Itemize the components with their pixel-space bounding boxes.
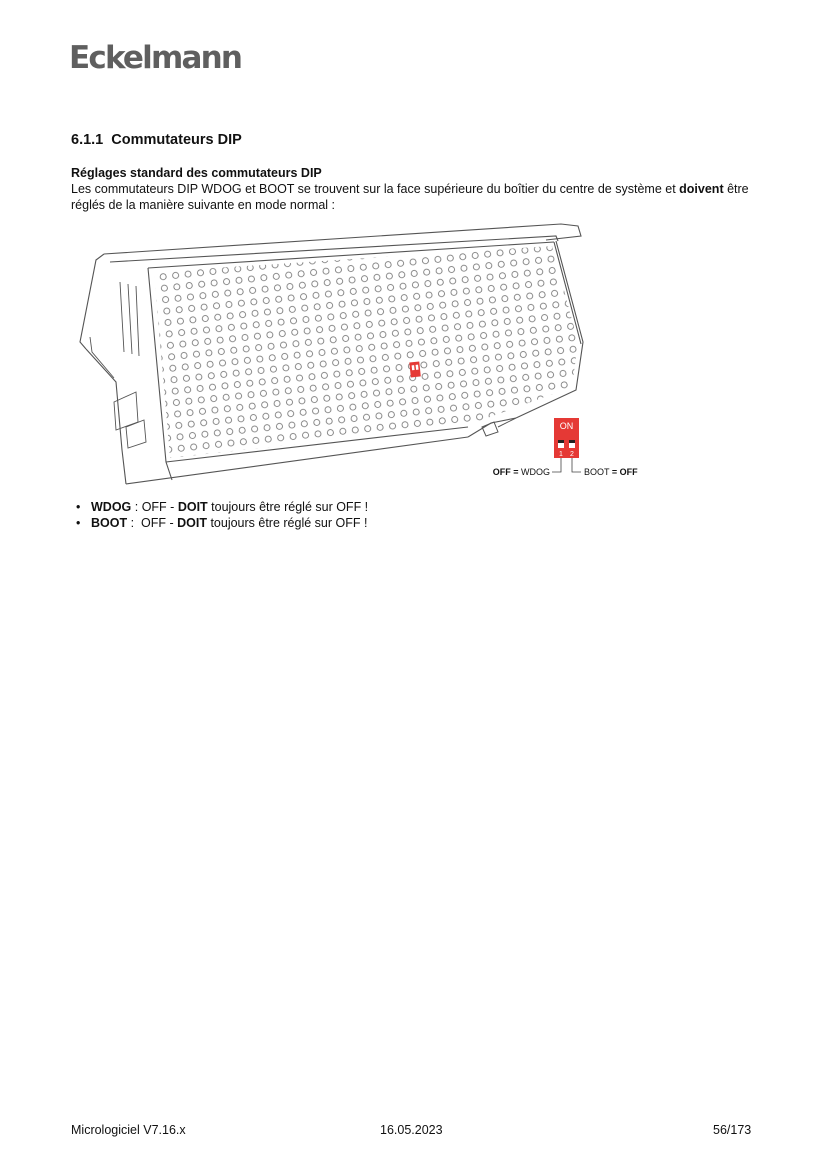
footer-date: 16.05.2023 [380, 1123, 443, 1137]
subsection-heading: Réglages standard des commutateurs DIP [71, 166, 322, 180]
footer-page-number: 56/173 [713, 1123, 752, 1137]
dip-switch-1-label: 1 [559, 451, 563, 458]
list-item-boot [76, 515, 368, 531]
bullet-marker: • [76, 516, 81, 530]
callout-wdog-off: OFF = [492, 467, 519, 477]
bullet-must: DOIT [177, 500, 208, 514]
bullet-separator: : OFF - [131, 500, 178, 514]
eckelmann-logo: Eckelmann [69, 40, 242, 76]
system-center-housing-figure [76, 222, 676, 487]
bullet-rest: toujours être réglé sur OFF ! [206, 516, 368, 530]
bullet-name: BOOT [91, 516, 128, 530]
intro-text-1: Les commutateurs DIP WDOG et BOOT se trouvent sur la face supérieure du boîtier du centre de système et [71, 182, 680, 196]
section-number: 6.1.1 [71, 132, 104, 148]
side-panel-slots [90, 282, 146, 448]
section-title [71, 132, 242, 148]
list-item-wdog [76, 499, 368, 515]
bullet-separator: : OFF - [127, 516, 178, 530]
dip-on-label: ON [559, 421, 574, 431]
callout-boot [584, 467, 638, 477]
intro-bold-must: doivent [679, 182, 724, 196]
dip-switch-detail [554, 418, 579, 458]
bullet-must: DOIT [177, 516, 207, 530]
dip-switch-2-label: 2 [570, 451, 574, 458]
callout-leaders [552, 458, 581, 472]
footer-firmware: Micrologiciel V7.16.x [71, 1123, 186, 1137]
intro-text-2: être réglés de la manière suivante en mode normal : [71, 182, 749, 212]
callout-boot-off: = OFF [611, 467, 638, 477]
intro-paragraph [71, 181, 761, 213]
bullet-rest: toujours être réglé sur OFF ! [207, 500, 369, 514]
callout-wdog [493, 467, 550, 477]
callout-boot-name: BOOT [584, 467, 612, 477]
dip-switch-on-housing [409, 362, 421, 378]
callout-wdog-name: WDOG [518, 467, 550, 477]
bullet-marker: • [76, 500, 81, 514]
bullet-name: WDOG [91, 500, 132, 514]
switch-settings-list [76, 499, 368, 531]
connector-plug [482, 418, 516, 436]
section-title-text: Commutateurs DIP [111, 132, 242, 148]
